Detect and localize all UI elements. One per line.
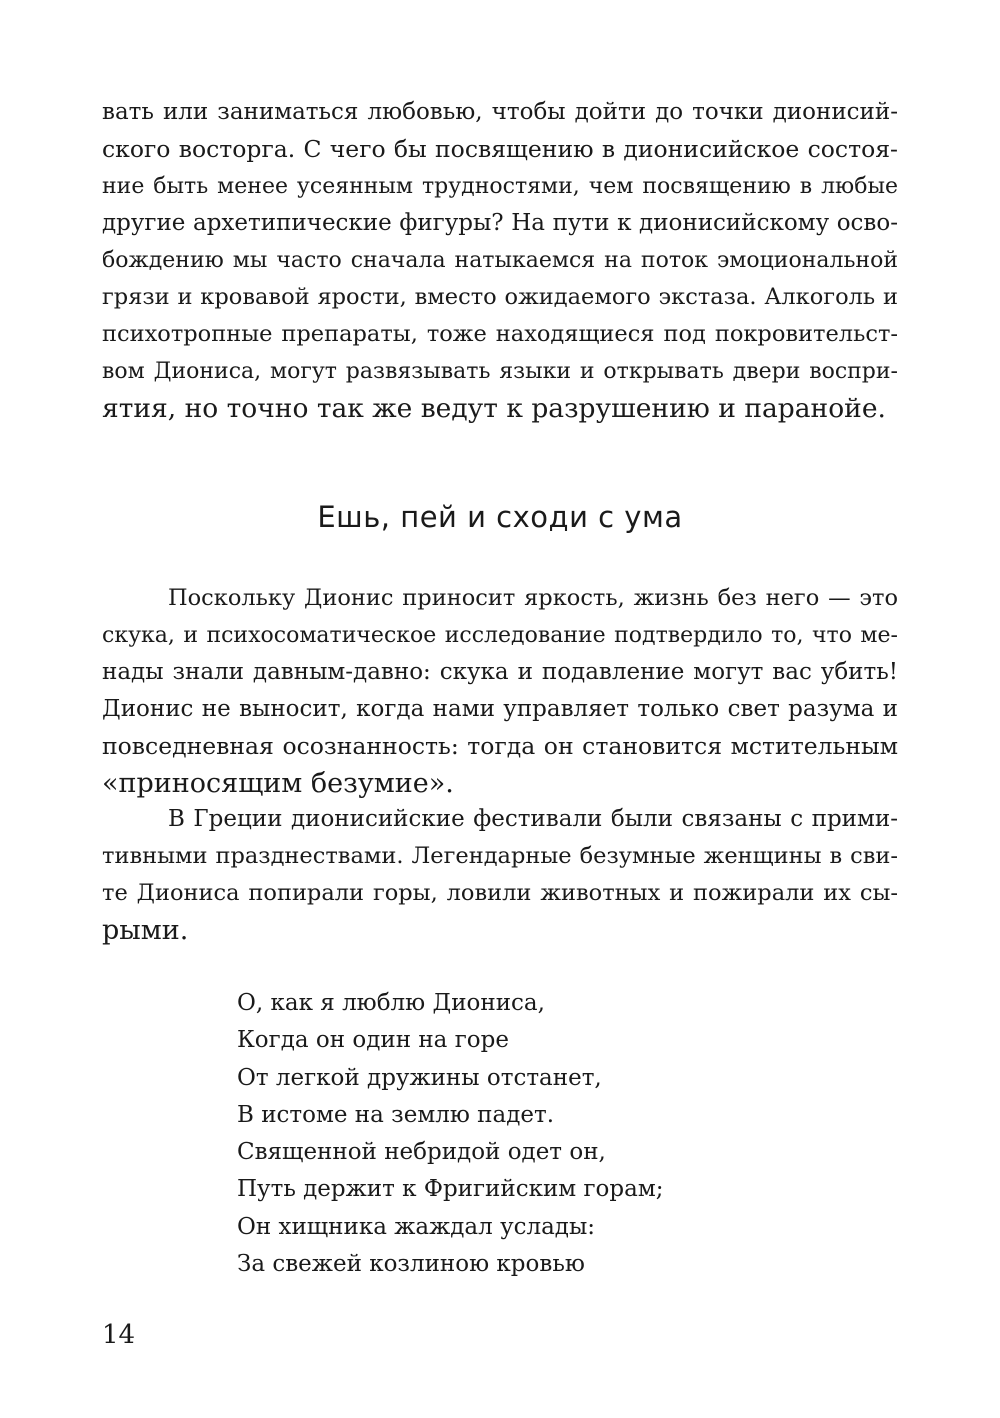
text-line: ского восторга. С чего бы посвящению в дионисийское состоя- bbox=[102, 135, 898, 163]
page-number: 14 bbox=[102, 1320, 136, 1350]
text-line: бождению мы часто сначала натыкаемся на поток эмоциональной bbox=[102, 248, 898, 273]
section-heading: Ешь, пей и сходи с ума bbox=[317, 500, 683, 534]
paragraph-1 bbox=[102, 580, 898, 802]
intro-paragraph bbox=[102, 94, 898, 427]
paragraph-2-text bbox=[102, 801, 898, 949]
paragraph-2 bbox=[102, 801, 898, 949]
text-line: тивными празднествами. Легендарные безумные женщины в сви- bbox=[102, 843, 898, 869]
text-line: вать или заниматься любовью, чтобы дойти до точки дионисий- bbox=[102, 99, 898, 125]
text-line: ние быть менее усеянным трудностями, чем посвящению в любые bbox=[102, 174, 898, 199]
paragraph-1-text bbox=[102, 580, 898, 802]
text-line: рыми. bbox=[102, 915, 189, 946]
verse-line: От легкой дружины отстанет, bbox=[237, 1064, 602, 1091]
verse-line: Священной небридой одет он, bbox=[237, 1139, 606, 1166]
verse-line: В истоме на землю падет. bbox=[237, 1101, 555, 1128]
intro-text bbox=[102, 94, 898, 427]
text-line: «приносящим безумие». bbox=[102, 768, 454, 799]
text-line: ятия, но точно так же ведут к разрушению и паранойе. bbox=[102, 393, 886, 424]
text-line: нады знали давным-давно: скука и подавление могут вас убить! bbox=[102, 659, 898, 685]
text-line: скука, и психосоматическое исследование подтвердило то, что ме- bbox=[102, 623, 898, 648]
text-line: повседневная осознанность: тогда он становится мстительным bbox=[102, 732, 898, 760]
text-line: Дионис не выносит, когда нами управляет только свет разума и bbox=[102, 696, 898, 722]
text-line: вом Диониса, могут развязывать языки и открывать двери воспри- bbox=[102, 359, 898, 384]
verse-line: Когда он один на горе bbox=[237, 1027, 509, 1054]
text-line: грязи и кровавой ярости, вместо ожидаемого экстаза. Алкоголь и bbox=[102, 284, 898, 310]
text-line: психотропные препараты, тоже находящиеся под покровительст- bbox=[102, 321, 898, 347]
verse-line: О, как я люблю Диониса, bbox=[237, 990, 545, 1016]
verse-block bbox=[237, 985, 663, 1283]
text-line: те Диониса попирали горы, ловили животных и пожирали их сы- bbox=[102, 880, 898, 906]
text-line: Поскольку Дионис приносит яркость, жизнь без него — это bbox=[168, 585, 898, 611]
verse-line: Он хищника жаждал услады: bbox=[237, 1213, 596, 1240]
text-line: В Греции дионисийские фестивали были связаны с прими- bbox=[168, 806, 898, 832]
verse-line: Путь держит к Фригийским горам; bbox=[237, 1176, 664, 1203]
text-line: другие архетипические фигуры? На пути к дионисийскому осво- bbox=[102, 210, 898, 236]
verse-line: За свежей козлиною кровью bbox=[237, 1251, 585, 1278]
